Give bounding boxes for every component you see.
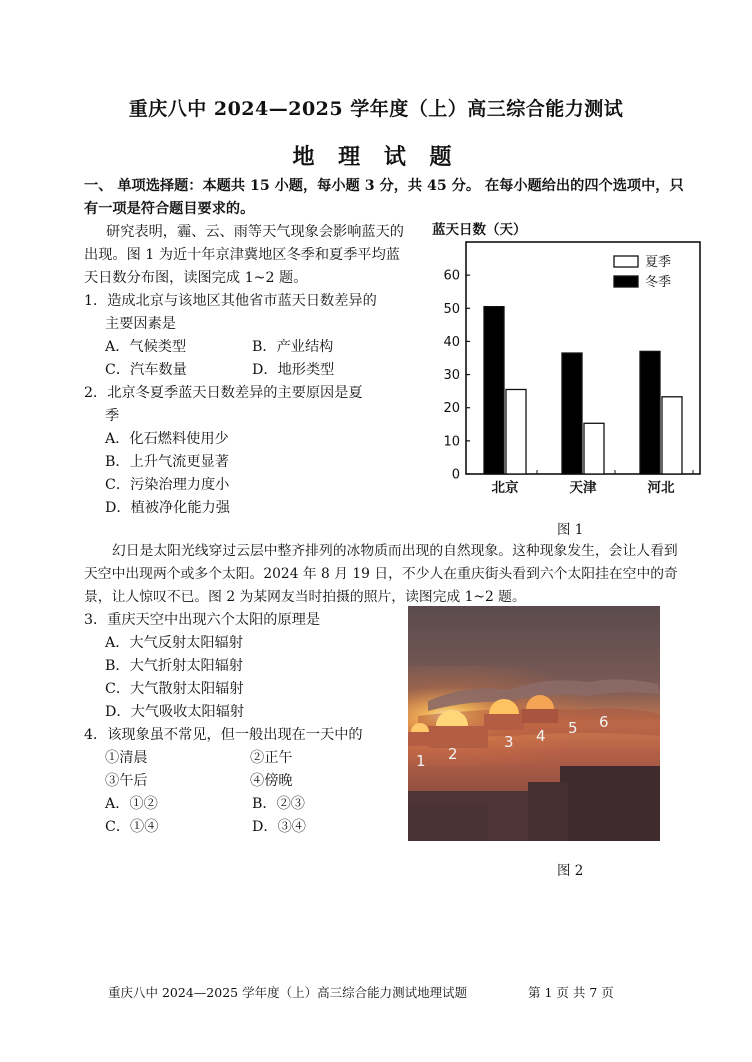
q1-option-b: B．产业结构: [252, 339, 334, 355]
sun-label-4: 4: [536, 727, 546, 745]
sun-label-2: 2: [448, 745, 458, 763]
figure-1-chart: [424, 218, 714, 502]
bar-summer-0: [506, 389, 526, 474]
q2-option-b: B．上升气流更显著: [105, 454, 229, 470]
legend-swatch-summer: [614, 256, 638, 267]
building-mid: [528, 782, 568, 841]
q3-option-d: D．大气吸收太阳辐射: [105, 704, 245, 720]
x-tick-label: 天津: [569, 480, 597, 496]
q4-choice-3: ③午后: [105, 773, 148, 789]
x-tick-label: 北京: [491, 480, 519, 496]
legend-label-summer: 夏季: [645, 255, 672, 270]
intro-paragraph-2: 幻日是太阳光线穿过云层中整齐排列的冰物质而出现的自然现象。这种现象发生，会让人看到天空中出现两个或多个太阳。2024 年 8 月 19 日，不少人在重庆街头看到六个太阳挂在空中的奇景，让人惊叹不已。图 2 为某网友当时拍摄的照片，读图完成 1~2 题。: [84, 543, 678, 605]
bar-winter-2: [640, 351, 660, 474]
sun-mask-2: [408, 732, 438, 746]
bar-summer-2: [662, 397, 682, 474]
y-tick-label: 60: [443, 268, 460, 284]
q4-option-d: D．③④: [252, 819, 306, 835]
intro-paragraph-1: 研究表明，霾、云、雨等天气现象会影响蓝天的出现。图 1 为近十年京津冀地区冬季和夏季平均蓝天日数分布图，读图完成 1~2 题。: [84, 224, 404, 286]
page-footer: [108, 983, 648, 1001]
q4-choice-2: ②正午: [250, 750, 293, 766]
legend-label-winter: 冬季: [645, 275, 672, 290]
subject-title: 地 理 试 题: [292, 144, 460, 170]
building-left: [408, 804, 488, 841]
q2-option-a: A．化石燃料使用少: [105, 431, 229, 447]
page-number: 第 1 页 共 7 页: [528, 985, 614, 1000]
q2-option-d: D．植被净化能力强: [105, 500, 230, 516]
sun-mask-3: [484, 714, 524, 730]
building-right: [560, 766, 660, 841]
q4-option-c: C．①④: [105, 819, 159, 835]
bar-winter-1: [562, 353, 582, 474]
exam-title: 重庆八中 2024—2025 学年度（上）高三综合能力测试: [128, 98, 624, 120]
q3-stem: 3．重庆天空中出现六个太阳的原理是: [84, 612, 321, 628]
x-tick-label: 河北: [647, 480, 675, 496]
q3-option-b: B．大气折射太阳辐射: [105, 658, 244, 674]
q2-stem-cont: 季: [105, 408, 120, 424]
q1-option-d: D．地形类型: [252, 362, 335, 378]
legend-swatch-winter: [614, 276, 638, 287]
sun-label-1: 1: [416, 752, 426, 770]
figure-2-photo: [408, 606, 660, 841]
bar-chart: [424, 218, 714, 502]
y-tick-label: 10: [443, 434, 460, 450]
figure-2-caption: 图 2: [557, 863, 584, 879]
q4-option-b: B．②③: [252, 796, 305, 812]
y-tick-label: 50: [443, 301, 460, 317]
sun-label-3: 3: [504, 733, 514, 751]
sun-label-5: 5: [568, 719, 578, 737]
q2-stem: 2．北京冬夏季蓝天日数差异的主要原因是夏: [84, 385, 363, 401]
y-tick-label: 30: [443, 368, 460, 384]
q3-option-c: C．大气散射太阳辐射: [105, 681, 244, 697]
q4-choice-1: ①清晨: [105, 750, 148, 766]
bar-summer-1: [584, 423, 604, 474]
q4-option-a: A．①②: [105, 796, 158, 812]
sundog-photo: [408, 606, 660, 841]
q1-stem-cont: 主要因素是: [105, 316, 176, 332]
y-axis-label: 蓝天日数（天）: [432, 222, 527, 238]
y-tick-label: 20: [443, 401, 460, 417]
y-tick-label: 40: [443, 334, 460, 350]
y-tick-label: 0: [451, 467, 460, 483]
figure-1-caption: 图 1: [557, 522, 584, 538]
sun-mask-4: [522, 709, 558, 723]
q3-option-a: A．大气反射太阳辐射: [105, 635, 243, 651]
section-heading: 一、 单项选择题：本题共 15 小题，每小题 3 分，共 45 分。 在每小题给出的四个选项中，只有一项是符合题目要求的。: [84, 178, 684, 217]
q1-option-a: A．气候类型: [105, 339, 187, 355]
bar-winter-0: [484, 307, 504, 474]
q4-choice-4: ④傍晚: [250, 773, 293, 789]
q4-stem: 4．该现象虽不常见，但一般出现在一天中的: [84, 727, 363, 743]
sun-label-6: 6: [599, 713, 609, 731]
q1-stem: 1．造成北京与该地区其他省市蓝天日数差异的: [84, 293, 377, 309]
q2-option-c: C．污染治理力度小: [105, 477, 230, 493]
footer-title: 重庆八中 2024—2025 学年度（上）高三综合能力测试地理试题: [108, 985, 468, 1000]
q1-option-c: C．汽车数量: [105, 362, 187, 378]
